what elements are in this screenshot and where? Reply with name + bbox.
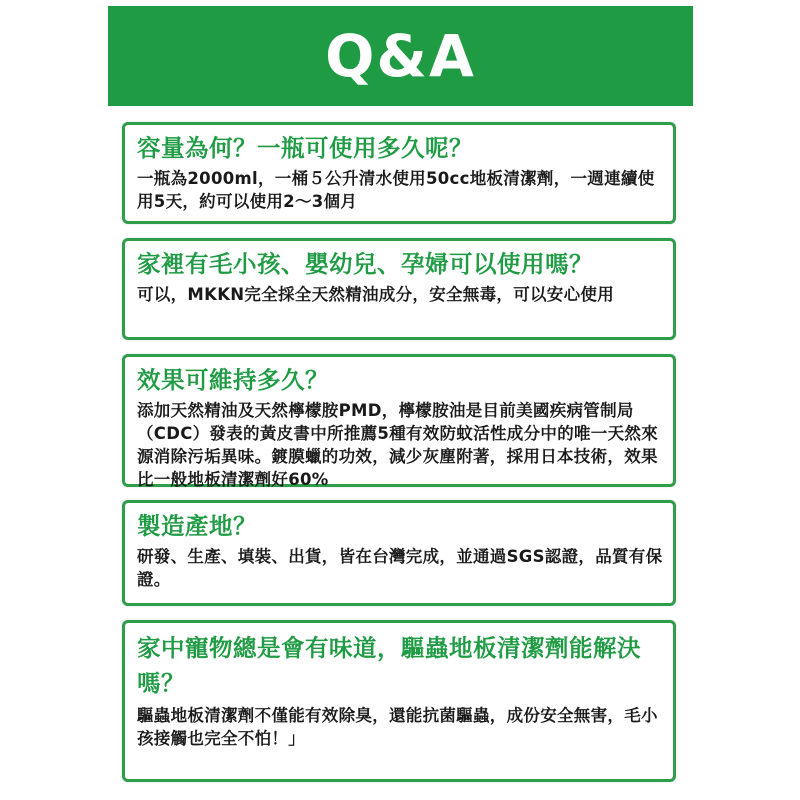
answer-text: 驅蟲地板清潔劑不僅能有效除臭，還能抗菌驅蟲，成份安全無害，毛小孩接觸也完全不怕！」 — [137, 706, 658, 748]
question-text: 家裡有毛小孩、嬰幼兒、孕婦可以使用嗎？ — [137, 250, 593, 278]
page-title: Q&A — [325, 22, 476, 90]
qa-card-duration — [122, 354, 676, 487]
question-text: 家中寵物總是會有味道，驅蟲地板清潔劑能解決嗎？ — [137, 634, 641, 697]
answer-text: 一瓶為2000ml，一桶５公升清水使用50cc地板清潔劑，一週連續使用5天，約可以使用2～3個月 — [137, 169, 655, 211]
qa-card-origin — [122, 500, 676, 606]
qa-card-safety — [122, 238, 676, 340]
qa-header-banner — [108, 6, 693, 106]
qa-card-capacity — [122, 122, 676, 224]
qa-card-pet-odor — [122, 620, 676, 782]
question-text: 效果可維持多久？ — [137, 366, 329, 394]
answer-text: 添加天然精油及天然檸檬胺PMD，檸檬胺油是目前美國疾病管制局（CDC）發表的黃皮書中所推薦5種有效防蚊活性成分中的唯一天然來源消除污垢異味。鍍膜蠟的功效，減少灰塵附著，採用日本技術，效果比一般地板清潔劑好60% — [137, 401, 658, 489]
answer-text: 研發、生產、填裝、出貨，皆在台灣完成，並通過SGS認證，品質有保證。 — [137, 547, 663, 589]
question-text: 製造產地？ — [137, 512, 257, 540]
question-text: 容量為何？一瓶可使用多久呢？ — [137, 134, 473, 162]
answer-text: 可以，MKKN完全採全天然精油成分，安全無毒，可以安心使用 — [137, 285, 614, 304]
